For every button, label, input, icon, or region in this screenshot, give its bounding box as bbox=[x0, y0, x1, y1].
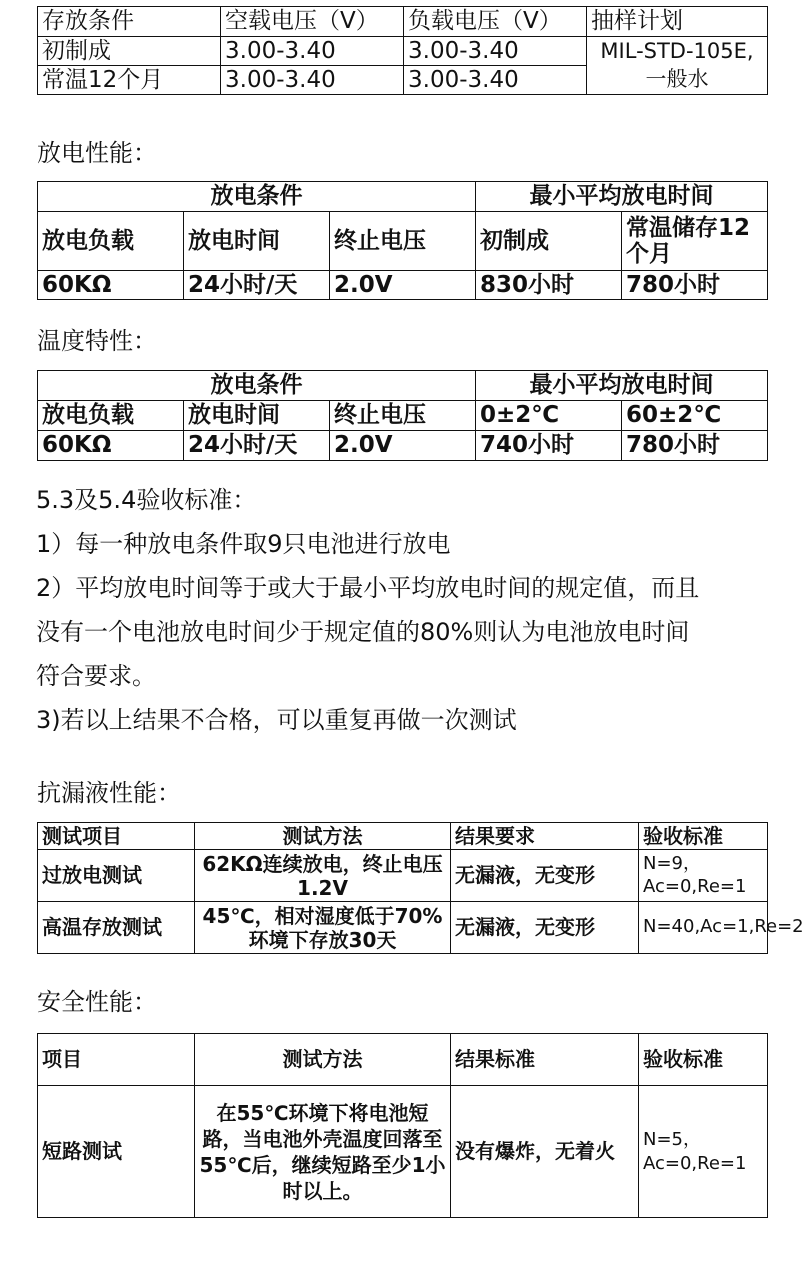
t5-cell: 短路测试 bbox=[38, 1086, 195, 1218]
t3-sub-header: 0±2℃ bbox=[476, 401, 622, 431]
t4-method-cell: 45℃，相对湿度低于70%环境下存放30天 bbox=[195, 902, 451, 954]
t4-header-cell: 测试项目 bbox=[38, 823, 195, 850]
t3-sub-header: 放电负载 bbox=[38, 401, 184, 431]
t5-method-cell: 在55℃环境下将电池短路，当电池外壳温度回落至55℃后，继续短路至少1小时以上。 bbox=[195, 1086, 451, 1218]
t3-sub-header: 60±2℃ bbox=[622, 401, 768, 431]
t1-cell: 3.00-3.40 bbox=[404, 66, 587, 95]
acceptance-title: 5.3及5.4验收标准： bbox=[36, 486, 257, 514]
t4-header-cell: 测试方法 bbox=[195, 823, 451, 850]
t2-sub-header: 常温储存12个月 bbox=[622, 212, 768, 271]
t2-cell: 2.0V bbox=[330, 271, 476, 300]
acceptance-line: 符合要求。 bbox=[36, 662, 156, 690]
acceptance-line: 没有一个电池放电时间少于规定值的80%则认为电池放电时间 bbox=[36, 618, 690, 646]
t3-cell: 2.0V bbox=[330, 431, 476, 461]
t3-cell: 60KΩ bbox=[38, 431, 184, 461]
t3-group-header: 放电条件 bbox=[38, 371, 476, 401]
t2-group-header: 最小平均放电时间 bbox=[476, 182, 768, 212]
t5-standard-cell: N=5，Ac=0,Re=1 bbox=[639, 1086, 768, 1218]
t1-cell: 3.00-3.40 bbox=[221, 37, 404, 66]
t1-cell: 常温12个月 bbox=[38, 66, 221, 95]
t1-cell: 初制成 bbox=[38, 37, 221, 66]
t2-sub-header: 终止电压 bbox=[330, 212, 476, 271]
leakage-table bbox=[37, 822, 804, 954]
t2-cell: 60KΩ bbox=[38, 271, 184, 300]
t2-group-header: 放电条件 bbox=[38, 182, 476, 212]
sampling-plan-text: MIL-STD-105E,一般水 bbox=[600, 39, 754, 91]
acceptance-line: 2）平均放电时间等于或大于最小平均放电时间的规定值，而且 bbox=[36, 574, 700, 602]
t4-header-cell: 结果要求 bbox=[451, 823, 639, 850]
t3-cell: 740小时 bbox=[476, 431, 622, 461]
t1-header-cell: 空载电压（V） bbox=[221, 7, 404, 37]
t1-header-cell: 抽样计划 bbox=[587, 7, 768, 37]
t4-header-cell: 验收标准 bbox=[639, 823, 768, 850]
sampling-plan-cell bbox=[587, 37, 768, 95]
t4-cell: 过放电测试 bbox=[38, 850, 195, 902]
section-heading-discharge: 放电性能： bbox=[37, 139, 157, 167]
t2-cell: 24小时/天 bbox=[184, 271, 330, 300]
section-heading-safety: 安全性能： bbox=[37, 988, 157, 1016]
t2-cell: 780小时 bbox=[622, 271, 768, 300]
t3-group-header: 最小平均放电时间 bbox=[476, 371, 768, 401]
t1-cell: 3.00-3.40 bbox=[404, 37, 587, 66]
t1-header-cell: 负载电压（V） bbox=[404, 7, 587, 37]
temperature-table bbox=[37, 370, 768, 461]
safety-table bbox=[37, 1033, 768, 1218]
t4-standard-cell: N=40,Ac=1,Re=2 bbox=[639, 902, 768, 954]
t2-sub-header: 放电负载 bbox=[38, 212, 184, 271]
t2-sub-header: 初制成 bbox=[476, 212, 622, 271]
t2-cell: 830小时 bbox=[476, 271, 622, 300]
t3-sub-header: 终止电压 bbox=[330, 401, 476, 431]
t4-cell: 无漏液，无变形 bbox=[451, 902, 639, 954]
t3-cell: 24小时/天 bbox=[184, 431, 330, 461]
acceptance-line: 1）每一种放电条件取9只电池进行放电 bbox=[36, 530, 451, 558]
t5-header-cell: 验收标准 bbox=[639, 1034, 768, 1086]
t3-cell: 780小时 bbox=[622, 431, 768, 461]
t4-method-cell: 62KΩ连续放电，终止电压1.2V bbox=[195, 850, 451, 902]
discharge-performance-table bbox=[37, 181, 768, 300]
t2-sub-header: 放电时间 bbox=[184, 212, 330, 271]
t5-header-cell: 测试方法 bbox=[195, 1034, 451, 1086]
section-heading-leakage: 抗漏液性能： bbox=[37, 779, 181, 807]
t3-sub-header: 放电时间 bbox=[184, 401, 330, 431]
section-heading-temperature: 温度特性： bbox=[37, 327, 157, 355]
t1-cell: 3.00-3.40 bbox=[221, 66, 404, 95]
t4-standard-cell: N=9，Ac=0,Re=1 bbox=[639, 850, 768, 902]
t5-cell: 没有爆炸，无着火 bbox=[451, 1086, 639, 1218]
t5-header-cell: 结果标准 bbox=[451, 1034, 639, 1086]
t1-header-cell: 存放条件 bbox=[38, 7, 221, 37]
t4-cell: 无漏液，无变形 bbox=[451, 850, 639, 902]
t4-cell: 高温存放测试 bbox=[38, 902, 195, 954]
acceptance-line: 3)若以上结果不合格，可以重复再做一次测试 bbox=[36, 706, 517, 734]
storage-voltage-table bbox=[37, 6, 768, 95]
t5-header-cell: 项目 bbox=[38, 1034, 195, 1086]
